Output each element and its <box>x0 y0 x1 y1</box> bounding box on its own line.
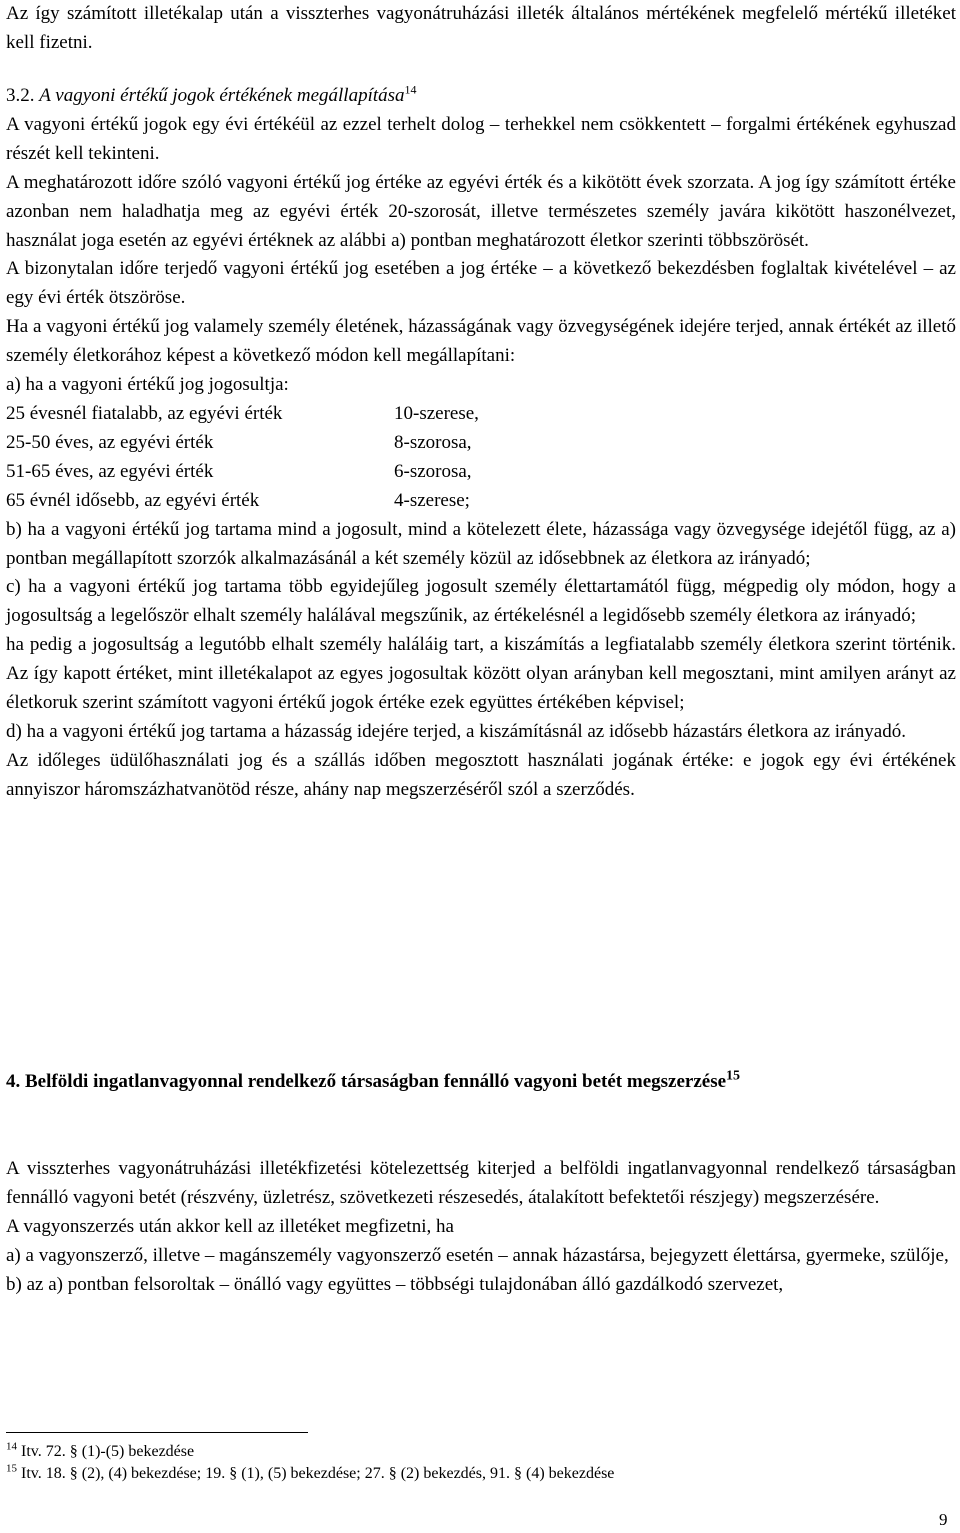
multiplier-cell: 10-szerese, <box>394 402 479 424</box>
section-heading <box>6 82 956 111</box>
paragraph: ha pedig a jogosultság a legutóbb elhalt személy haláláig tart, a kiszámítás a legfiatalabb személy életkora szerint történik. Az így kapott értéket, mint illetékalapot az egyes jogosultak között olyan arányban kell megosztani, mint amilyen arányt az életkoruk szerint számított vagyoni értékű jogok értéke ezek együttes értékében képvisel; <box>6 634 956 714</box>
paragraph: b) az a) pontban felsoroltak – önálló vagy együttes – többségi tulajdonában álló gazdálkodó szervezet, <box>6 1273 784 1295</box>
section-title: A vagyoni értékű jogok értékének megállapítása <box>39 85 405 106</box>
paragraph: a) ha a vagyoni értékű jog jogosultja: <box>6 374 289 396</box>
table-row <box>6 458 956 487</box>
age-cell: 25-50 éves, az egyévi érték <box>6 431 214 453</box>
section-4-body <box>6 1155 956 1300</box>
section-title: 4. Belföldi ingatlanvagyonnal rendelkező társaságban fennálló vagyoni betét megszerzése <box>6 1071 727 1092</box>
paragraph <box>6 169 956 256</box>
paragraph: Az időleges üdülőhasználati jog és a szállás időben megosztott használati jogának értéke: e jogok egy évi értékének annyiszor háromszázhatvanötöd része, ahány nap megszerzéséről szól a szerződés. <box>6 749 956 800</box>
paragraph: b) ha a vagyoni értékű jog tartama mind a jogosult, mind a kötelezett élete, házassága vagy özvegysége idejétől függ, az a) pontban megállapított szorzók alkalmazásánál a két személy közül az idősebbnek az életkora az irányadó; <box>6 518 956 569</box>
footnote-text: Itv. 18. § (2), (4) bekezdése; 19. § (1), (5) bekezdése; 27. § (2) bekezdés, 91. § (4) bekezdése <box>21 1465 615 1482</box>
footnote-separator <box>6 1432 308 1433</box>
paragraph: Ha a vagyoni értékű jog valamely személy életének, házasságának vagy özvegységének idejére terjed, annak értékét az illető személy életkorához képest a következő módon kell megállapítani: <box>6 316 956 367</box>
table-row <box>6 400 956 429</box>
footnote <box>6 1442 194 1462</box>
table-row <box>6 429 956 458</box>
section-heading <box>6 1068 956 1097</box>
paragraph: A vagyonszerzés után akkor kell az illetéket megfizetni, ha <box>6 1215 454 1237</box>
paragraph: A visszterhes vagyonátruházási illetékfizetési kötelezettség kiterjed a belföldi ingatlanvagyonnal rendelkező társaságban fennálló vagyoni betét (részvény, üzletrész, szövetkezeti részesedés, átalakított befektetői részjegy) megszerzésére. <box>6 1158 956 1208</box>
age-multiplier-table <box>6 400 956 516</box>
multiplier-cell: 6-szorosa, <box>394 460 472 482</box>
paragraph: A bizonytalan időre terjedő vagyoni értékű jog esetében a jog értéke – a következő bekezdésben foglaltak kivételével – az egy évi érték ötszöröse. <box>6 258 956 309</box>
age-cell: 51-65 éves, az egyévi érték <box>6 460 214 482</box>
paragraph: Az így számított illetékalap után a visszterhes vagyonátruházási illeték általános mértékének megfelelő mértékű illetéket kell fizetni. <box>6 3 956 53</box>
age-cell: 65 évnél idősebb, az egyévi érték <box>6 489 260 511</box>
table-row <box>6 487 956 516</box>
footnote-ref: 14 <box>404 82 417 97</box>
multiplier-cell: 4-szerese; <box>394 489 470 511</box>
paragraph-part: A jog így számított értéke azonban nem haladhatja meg az egyévi érték 20-szorosát, illetve természetes személy javára kikötött haszonélvezet, használat joga esetén az egyévi értéknek az alábbi a) pontban meghatározott életkor szerinti többszörösét. <box>6 171 956 251</box>
multiplier-cell: 8-szorosa, <box>394 431 472 453</box>
footnote-number: 15 <box>6 1462 17 1475</box>
section-3-2 <box>6 82 956 805</box>
section-4 <box>6 1068 956 1097</box>
age-cell: 25 évesnél fiatalabb, az egyévi érték <box>6 402 283 424</box>
paragraph: d) ha a vagyoni értékű jog tartama a házasság idejére terjed, a kiszámításnál az idősebb házastárs életkora az irányadó. <box>6 720 906 742</box>
page-number: 9 <box>939 1510 948 1529</box>
footnote-text: Itv. 72. § (1)-(5) bekezdése <box>21 1443 195 1460</box>
paragraph: A vagyoni értékű jogok egy évi értékéül az ezzel terhelt dolog – terhekkel nem csökkentett – forgalmi értékének egyhuszad részét kell tekinteni. <box>6 113 956 164</box>
section-number: 3.2. <box>6 85 35 106</box>
footnote-number: 14 <box>6 1440 17 1453</box>
paragraph-part: A meghatározott időre szóló vagyoni értékű jog értéke az egyévi érték és a kikötött évek szorzata. <box>6 171 755 193</box>
paragraph: a) a vagyonszerző, illetve – magánszemély vagyonszerző esetén – annak házastársa, bejegyzett élettársa, gyermeke, szülője, <box>6 1244 949 1266</box>
paragraph: c) ha a vagyoni értékű jog tartama több egyidejűleg jogosult személy élettartamától függ, mégpedig oly módon, hogy a jogosultság a legelőször elhalt személy halálával megszűnik, az értékelésnél a legidősebb személy életkora az irányadó; <box>6 576 956 627</box>
footnote <box>6 1464 614 1484</box>
footnote-ref: 15 <box>726 1068 741 1084</box>
